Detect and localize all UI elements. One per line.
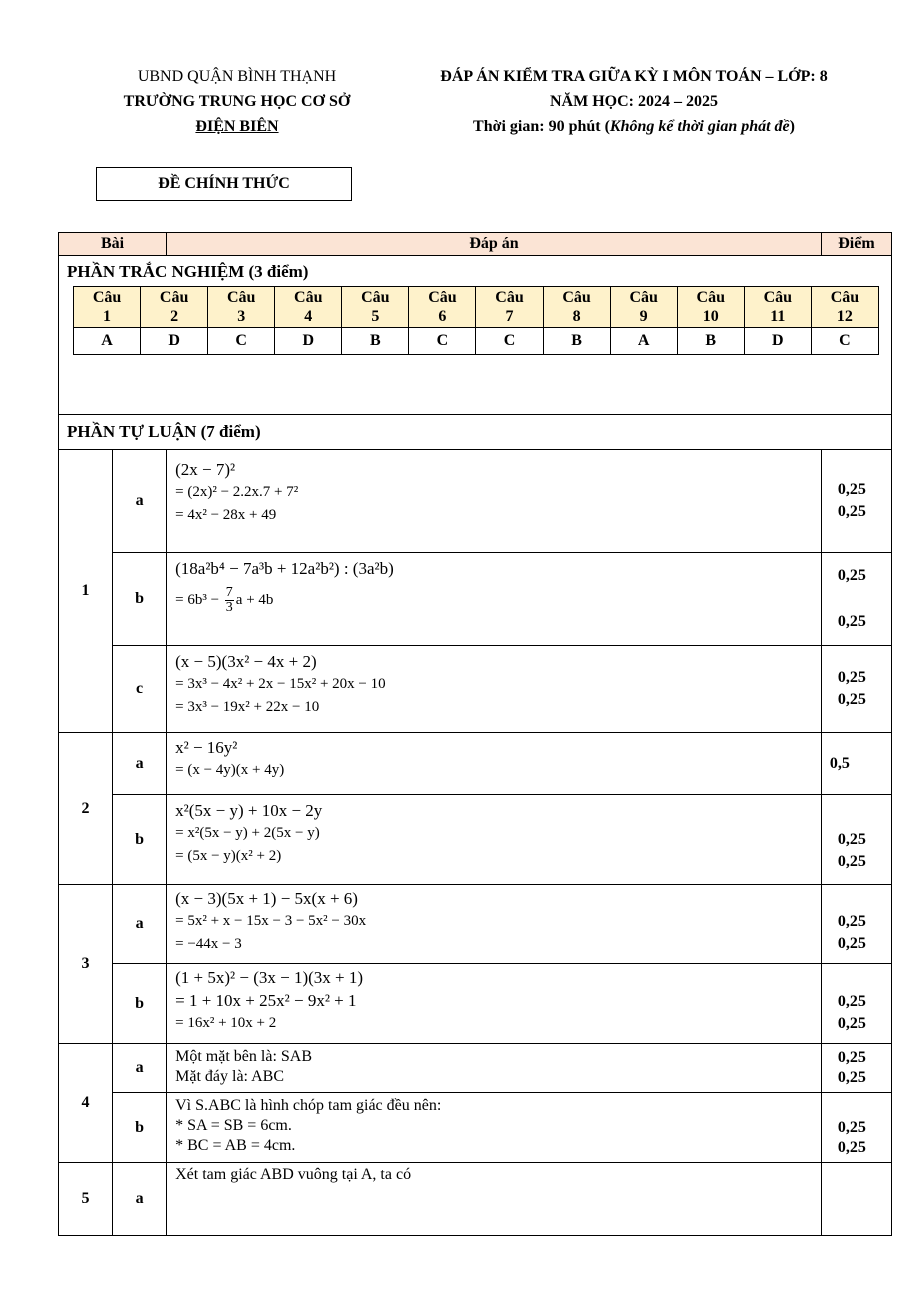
problem-number: 3 xyxy=(59,885,113,1044)
mc-answer-cell: B xyxy=(342,328,409,355)
table-row xyxy=(59,646,892,733)
table-row xyxy=(59,1044,892,1093)
points-cell xyxy=(821,1044,891,1093)
answer-line: (x − 5)(3x² − 4x + 2) xyxy=(175,652,317,671)
mc-question-word: Câu xyxy=(696,289,725,306)
part-label: a xyxy=(113,885,167,964)
answer-line: = 5x² + x − 15x − 3 − 5x² − 30x xyxy=(175,913,367,929)
table-row xyxy=(59,553,892,646)
fraction-numerator: 7 xyxy=(225,585,233,600)
mc-answer-cell: D xyxy=(744,328,811,355)
problem-number: 4 xyxy=(59,1044,113,1163)
mc-answer-row xyxy=(74,328,879,355)
points-value: 0,25 xyxy=(837,1118,866,1136)
mc-question-cell xyxy=(811,287,878,328)
duration-text: Thời gian: 90 phút ( xyxy=(473,118,610,135)
mc-answer-cell: C xyxy=(208,328,275,355)
points-value: 0,25 xyxy=(837,503,866,520)
answer-line: Vì S.ABC là hình chóp tam giác đều nên: xyxy=(175,1097,442,1114)
exam-title: ĐÁP ÁN KIỂM TRA GIỮA KỲ I MÔN TOÁN – LỚP: 8 xyxy=(440,68,828,85)
mc-question-number: 3 xyxy=(237,308,246,325)
points-value: 0,25 xyxy=(837,567,866,584)
table-row xyxy=(59,450,892,553)
school-name: ĐIỆN BIÊN xyxy=(195,118,279,135)
mc-question-word: Câu xyxy=(361,289,390,306)
table-row xyxy=(59,1093,892,1163)
part-label: a xyxy=(113,450,167,553)
points-cell xyxy=(821,1093,891,1163)
answer-line: Một mặt bên là: SAB xyxy=(175,1048,313,1065)
answer-cell xyxy=(167,733,822,795)
answer-line: = x²(5x − y) + 2(5x − y) xyxy=(175,825,320,841)
mc-answer-cell: A xyxy=(74,328,141,355)
mc-answer-cell: A xyxy=(610,328,677,355)
part-label: a xyxy=(113,733,167,795)
mc-question-word: Câu xyxy=(428,289,457,306)
answer-line: Xét tam giác ABD vuông tại A, ta có xyxy=(175,1166,412,1183)
mc-question-cell xyxy=(208,287,275,328)
mc-question-word: Câu xyxy=(159,289,189,306)
exam-duration xyxy=(398,114,870,139)
official-label: ĐỀ CHÍNH THỨC xyxy=(96,167,352,201)
fraction-denominator: 3 xyxy=(225,600,233,615)
answer-text: = 6b³ − xyxy=(175,591,223,608)
mc-question-word: Câu xyxy=(92,289,122,306)
mc-question-word: Câu xyxy=(495,289,524,306)
mc-question-number: 5 xyxy=(371,308,380,325)
mc-question-cell xyxy=(141,287,208,328)
header-dap-an: Đáp án xyxy=(167,233,822,256)
points-value: 0,5 xyxy=(829,754,850,772)
problem-number: 2 xyxy=(59,733,113,885)
answer-cell xyxy=(167,1093,822,1163)
answer-line: (2x − 7)² xyxy=(175,460,236,479)
answer-cell xyxy=(167,1163,822,1236)
points-value: 0,25 xyxy=(837,481,866,498)
mc-question-cell xyxy=(677,287,744,328)
answer-line: = 16x² + 10x + 2 xyxy=(175,1015,277,1031)
answer-cell xyxy=(167,795,822,885)
mc-section xyxy=(59,256,892,415)
mc-question-cell xyxy=(275,287,342,328)
header-diem: Điểm xyxy=(821,233,891,256)
points-value: 0,25 xyxy=(837,992,866,1010)
mc-question-cell xyxy=(74,287,141,328)
part-label: a xyxy=(113,1163,167,1236)
table-row xyxy=(59,795,892,885)
answer-line: * SA = SB = 6cm. xyxy=(175,1117,292,1134)
mc-answer-cell: C xyxy=(811,328,878,355)
mc-question-cell xyxy=(610,287,677,328)
mc-question-number: 8 xyxy=(572,308,581,325)
points-value: 0,25 xyxy=(837,669,866,686)
points-value: 0,25 xyxy=(837,830,866,848)
problem-number: 1 xyxy=(59,450,113,733)
mc-question-word: Câu xyxy=(294,289,323,306)
school-type: TRƯỜNG TRUNG HỌC CƠ SỞ xyxy=(123,93,351,110)
mc-question-word: Câu xyxy=(763,289,793,306)
mc-answer-cell: C xyxy=(476,328,543,355)
mc-question-number: 6 xyxy=(438,308,447,325)
mc-question-cell xyxy=(476,287,543,328)
answer-cell xyxy=(167,450,822,553)
mc-answer-cell: C xyxy=(409,328,476,355)
mc-question-number: 11 xyxy=(770,308,786,325)
points-value: 0,25 xyxy=(837,1014,866,1032)
answer-text: a + 4b xyxy=(235,591,274,608)
district-name: UBND QUẬN BÌNH THẠNH xyxy=(137,68,337,85)
answer-cell xyxy=(167,646,822,733)
points-cell xyxy=(821,795,891,885)
mc-question-word: Câu xyxy=(629,289,658,306)
mc-question-number: 9 xyxy=(639,308,648,325)
mc-question-word: Câu xyxy=(226,289,256,306)
table-row xyxy=(59,885,892,964)
answer-line: = 1 + 10x + 25x² − 9x² + 1 xyxy=(175,991,357,1010)
answer-cell xyxy=(167,964,822,1044)
answer-line: (1 + 5x)² − (3x − 1)(3x + 1) xyxy=(175,968,364,987)
part-label: c xyxy=(113,646,167,733)
points-cell xyxy=(821,553,891,646)
answer-line xyxy=(175,586,821,615)
mc-question-number: 12 xyxy=(836,308,853,325)
points-value: 0,25 xyxy=(837,691,866,708)
mc-question-word: Câu xyxy=(830,289,860,306)
answer-line: = 4x² − 28x + 49 xyxy=(175,507,277,523)
answer-cell xyxy=(167,553,822,646)
answer-cell xyxy=(167,885,822,964)
mc-question-cell xyxy=(409,287,476,328)
mc-answer-cell: D xyxy=(141,328,208,355)
answer-table xyxy=(58,232,892,1236)
header-bai: Bài xyxy=(59,233,167,256)
duration-suffix: ) xyxy=(789,118,795,135)
points-value: 0,25 xyxy=(837,935,866,952)
table-row xyxy=(59,733,892,795)
fraction xyxy=(225,586,234,615)
exam-header xyxy=(398,64,870,139)
answer-line: Mặt đáy là: ABC xyxy=(175,1068,285,1085)
part-label: b xyxy=(113,553,167,646)
mc-question-cell xyxy=(744,287,811,328)
part-label: b xyxy=(113,1093,167,1163)
answer-line: = (5x − y)(x² + 2) xyxy=(175,848,282,864)
answer-line: (18a²b⁴ − 7a³b + 12a²b²) : (3a²b) xyxy=(175,559,394,578)
answer-line: = (2x)² − 2.2x.7 + 7² xyxy=(175,484,299,500)
mc-question-number: 10 xyxy=(702,308,719,325)
mc-question-number: 4 xyxy=(304,308,313,325)
answer-line: * BC = AB = 4cm. xyxy=(175,1137,296,1154)
answer-line: = 3x³ − 19x² + 22x − 10 xyxy=(175,699,320,715)
school-year: NĂM HỌC: 2024 – 2025 xyxy=(550,93,718,110)
table-row xyxy=(59,1163,892,1236)
part-label: b xyxy=(113,795,167,885)
mc-question-cell xyxy=(543,287,610,328)
points-cell xyxy=(821,450,891,553)
mc-answer-cell: B xyxy=(677,328,744,355)
part-label: a xyxy=(113,1044,167,1093)
points-cell xyxy=(821,1163,891,1236)
problem-number: 5 xyxy=(59,1163,113,1236)
points-value: 0,25 xyxy=(837,913,866,930)
table-header-row xyxy=(59,233,892,256)
answer-line: = −44x − 3 xyxy=(175,936,242,952)
essay-title: PHẦN TỰ LUẬN (7 điểm) xyxy=(59,415,892,450)
mc-question-word: Câu xyxy=(562,289,591,306)
points-value: 0,25 xyxy=(837,1049,866,1066)
answer-line: (x − 3)(5x + 1) − 5x(x + 6) xyxy=(175,889,358,908)
points-value: 0,25 xyxy=(837,1069,866,1086)
mc-question-number: 7 xyxy=(505,308,514,325)
mc-question-number: 1 xyxy=(103,308,112,325)
mc-title: PHẦN TRẮC NGHIỆM (3 điểm) xyxy=(67,262,309,281)
part-label: b xyxy=(113,964,167,1044)
school-header xyxy=(92,64,382,139)
mc-answer-cell: D xyxy=(275,328,342,355)
points-cell xyxy=(821,646,891,733)
answer-line: x² − 16y² xyxy=(175,738,238,757)
essay-section-title-row xyxy=(59,415,892,450)
mc-answer-grid xyxy=(73,286,879,355)
points-value: 0,25 xyxy=(837,1138,866,1156)
answer-line: x²(5x − y) + 10x − 2y xyxy=(175,801,323,820)
mc-question-number: 2 xyxy=(170,308,179,325)
table-row xyxy=(59,964,892,1044)
duration-note: Không kể thời gian phát đề xyxy=(609,118,790,135)
mc-question-row xyxy=(74,287,879,328)
answer-line: = 3x³ − 4x² + 2x − 15x² + 20x − 10 xyxy=(175,676,386,692)
answer-line: = (x − 4y)(x + 4y) xyxy=(175,762,285,778)
points-value: 0,25 xyxy=(837,852,866,870)
points-value: 0,25 xyxy=(837,613,866,630)
points-cell xyxy=(821,964,891,1044)
answer-cell xyxy=(167,1044,822,1093)
mc-answer-cell: B xyxy=(543,328,610,355)
points-cell xyxy=(821,733,891,795)
points-cell xyxy=(821,885,891,964)
mc-question-cell xyxy=(342,287,409,328)
